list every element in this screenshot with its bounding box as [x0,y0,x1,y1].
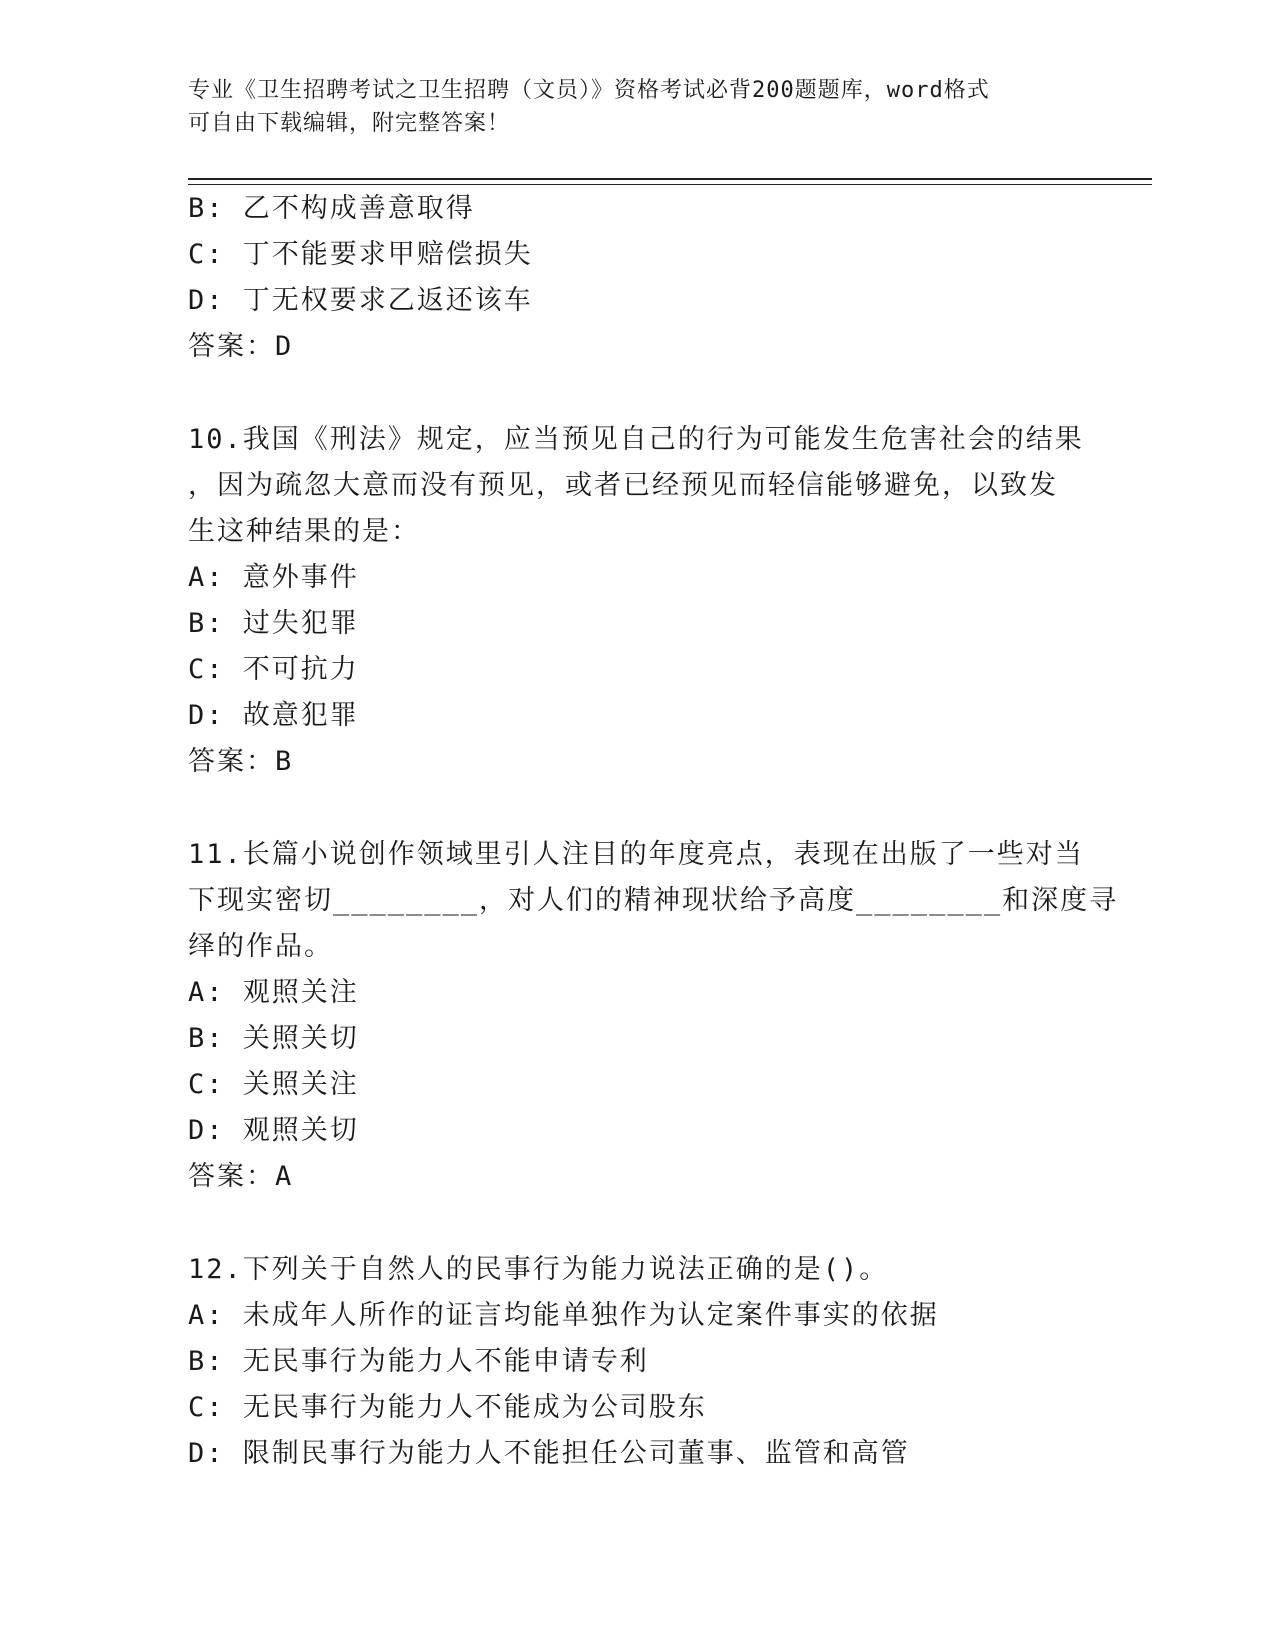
option-c: C: 不可抗力 [188,654,359,685]
answer-line: 答案：A [188,1161,294,1192]
option-d: D: 限制民事行为能力人不能担任公司董事、监管和高管 [188,1438,910,1469]
question-content [188,186,1119,1477]
question-10 [188,417,1088,785]
question-stem-line: ，因为疏忽大意而没有预见，或者已经预见而轻信能够避免，以致发 [188,470,1058,501]
option-b: B: 无民事行为能力人不能申请专利 [188,1346,649,1377]
question-stem-line: 生这种结果的是： [188,516,420,547]
question-stem-line: 10.我国《刑法》规定，应当预见自己的行为可能发生危害社会的结果 [188,424,1084,455]
header-title-line-2: 可自由下载编辑，附完整答案！ [188,111,511,136]
prev-question-block [188,186,1088,370]
answer-line: 答案：B [188,746,294,777]
option-d: D: 故意犯罪 [188,700,359,731]
question-stem-line: 下现实密切________，对人们的精神现状给予高度________和深度寻 [188,885,1119,916]
option-c: C: 关照关注 [188,1069,359,1100]
option-a: A: 意外事件 [188,562,359,593]
header-divider [188,178,1152,185]
question-stem-line: 绎的作品。 [188,931,333,962]
option-d: D: 观照关切 [188,1115,359,1146]
spacer [188,370,1088,417]
question-stem-line: 12.下列关于自然人的民事行为能力说法正确的是()。 [188,1254,889,1285]
option-b: B: 乙不构成善意取得 [188,193,475,224]
question-stem-line: 11.长篇小说创作领域里引人注目的年度亮点，表现在出版了一些对当 [188,839,1084,870]
answer-line: 答案：D [188,331,294,362]
question-12 [188,1247,1088,1477]
option-a: A: 观照关注 [188,977,359,1008]
question-11 [188,832,1119,1200]
spacer [188,1200,1088,1247]
header-title-line-1: 专业《卫生招聘考试之卫生招聘（文员）》资格考试必背200题题库，word格式 [188,78,990,103]
option-d: D: 丁无权要求乙返还该车 [188,285,533,316]
spacer [188,785,1088,832]
option-c: C: 无民事行为能力人不能成为公司股东 [188,1392,707,1423]
option-b: B: 过失犯罪 [188,608,359,639]
option-a: A: 未成年人所作的证言均能单独作为认定案件事实的依据 [188,1300,939,1331]
option-c: C: 丁不能要求甲赔偿损失 [188,239,533,270]
option-b: B: 关照关切 [188,1023,359,1054]
document-header [188,74,1078,140]
